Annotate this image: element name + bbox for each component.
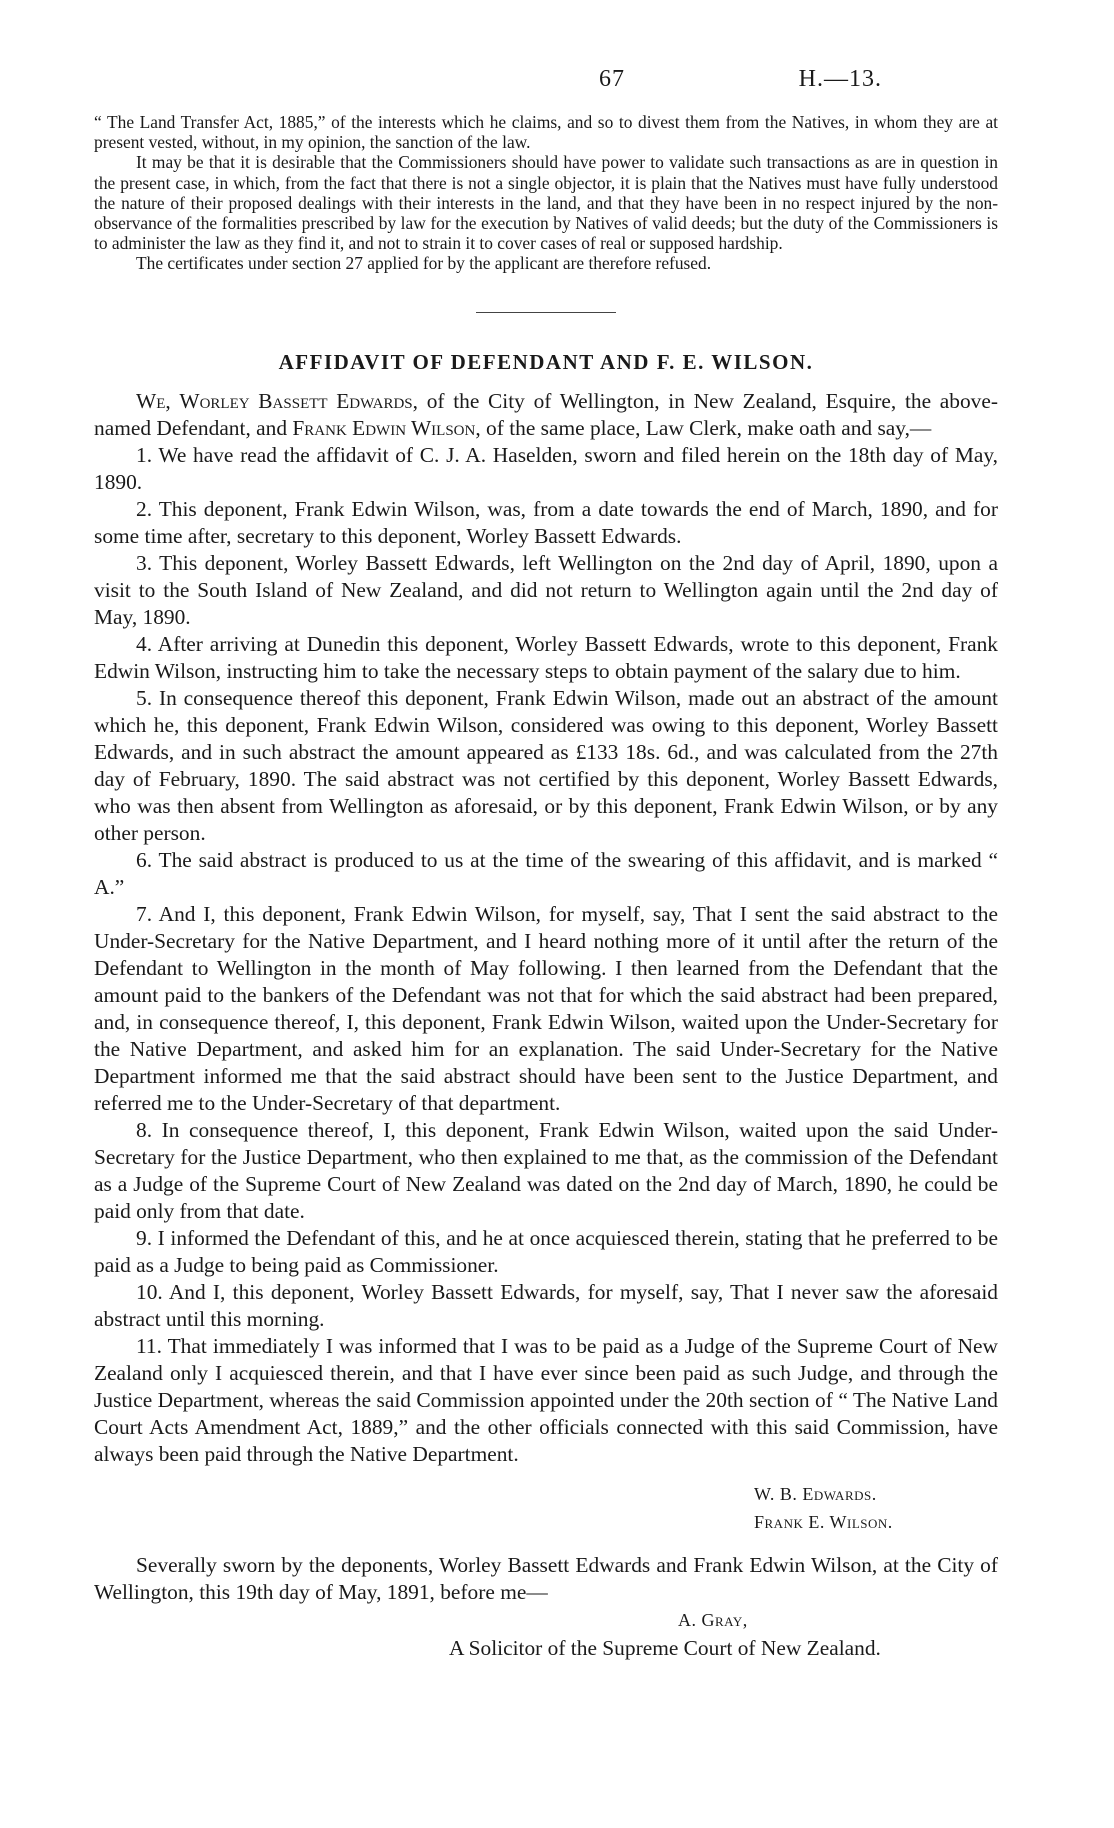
intro-text-1: of the City of Wellington, in New Zealand, Esquire, the above-named Defendant, and (94, 388, 998, 440)
affidavit-paragraph-3: 3. This deponent, Worley Bassett Edwards, left Wellington on the 2nd day of April, 1890, upon a visit to the South Island of New Zealand, and did not return to Wellington again until the 2nd day of May, 1890. (94, 550, 998, 629)
page-header (94, 0, 998, 112)
affidavit-paragraph-2: 2. This deponent, Frank Edwin Wilson, was, from a date towards the end of March, 1890, and for some time after, secretary to this deponent, Worley Bassett Edwards. (94, 496, 998, 548)
affidavit-title: AFFIDAVIT OF DEFENDANT AND F. E. WILSON. (278, 349, 814, 374)
affidavit-paragraph-4: 4. After arriving at Dunedin this deponent, Worley Bassett Edwards, wrote to this deponent, Frank Edwin Wilson, instructing him to take the necessary steps to obtain payment of the salary due to him. (94, 631, 998, 683)
intro-name-edwards: Worley Bassett Edwards, (179, 388, 418, 413)
solicitor-name: A. Gray, (678, 1609, 748, 1630)
affidavit-paragraph-6: 6. The said abstract is produced to us at the time of the swearing of this affidavit, and is marked “ A.” (94, 847, 998, 899)
signature-block (754, 1480, 998, 1536)
decision-paragraph-3: The certificates under section 27 applied for by the applicant are therefore refused. (136, 253, 712, 274)
affidavit-paragraph-9: 9. I informed the Defendant of this, and he at once acquiesced therein, stating that he preferred to be paid as a Judge to being paid as Commissioner. (94, 1225, 998, 1277)
affidavit-paragraph-10: 10. And I, this deponent, Worley Bassett Edwards, for myself, say, That I never saw the aforesaid abstract until this morning. (94, 1279, 998, 1331)
page-number: 67 (599, 66, 625, 92)
intro-text-2: of the same place, Law Clerk, make oath and say,— (480, 415, 932, 440)
affidavit-paragraph-8: 8. In consequence thereof, I, this deponent, Frank Edwin Wilson, waited upon the said Under-Secretary for the Justice Department, who then explained to me that, as the commission of the Defendant as a Judge of the Supreme Court of New Zealand was dated on the 2nd day of March, 1890, he could be paid only from that date. (94, 1117, 998, 1223)
affidavit-paragraph-1: 1. We have read the affidavit of C. J. A. Haselden, sworn and filed herein on the 18th day of May, 1890. (94, 442, 998, 494)
affidavit-intro (94, 388, 998, 442)
affidavit-paragraph-7: 7. And I, this deponent, Frank Edwin Wilson, for myself, say, That I sent the said abstract to the Under-Secretary for the Native Department, and I heard nothing more of it until after the return of the Defendant to Wellington in the month of May following. I then learned from the Defendant that the amount paid to the bankers of the Defendant was not that for which the said abstract had been prepared, and, in consequence thereof, I, this deponent, Frank Edwin Wilson, waited upon the Under-Secretary for the Native Department, and asked him for an explanation. The said Under-Secretary for the Native Department informed me that the said abstract should have been sent to the Justice Department, and referred me to the Under-Secretary of that department. (94, 901, 998, 1115)
affidavit-paragraph-11: 11. That immediately I was informed that I was to be paid as a Judge of the Supreme Court of New Zealand only I acquiesced therein, and that I have ever since been paid as such Judge, and through the Justice Department, whereas the said Commission appointed under the 20th section of “ The Native Land Court Acts Amendment Act, 1889,” and the other officials connected with this said Commission, have always been paid through the Native Department. (94, 1333, 998, 1466)
decision-paragraph-1: “ The Land Transfer Act, 1885,” of the interests which he claims, and so to divest them from the Natives, in whom they are at present vested, without, in my opinion, the sanction of the law. (94, 112, 998, 153)
affidavit-paragraph-5: 5. In consequence thereof this deponent, Frank Edwin Wilson, made out an abstract of the amount which he, this deponent, Frank Edwin Wilson, considered was owing to this deponent, Worley Bassett Edwards, and in such abstract the amount appeared as £133 18s. 6d., and was calculated from the 27th day of February, 1890. The said abstract was not certified by this deponent, Worley Bassett Edwards, who was then absent from Wellington as aforesaid, or by this deponent, Frank Edwin Wilson, or by any other person. (94, 685, 998, 845)
section-divider (476, 312, 616, 313)
solicitor-title: A Solicitor of the Supreme Court of New Zealand. (449, 1635, 881, 1660)
intro-we: We, (136, 388, 171, 413)
sworn-text: Severally sworn by the deponents, Worley Bassett Edwards and Frank Edwin Wilson, at the City of Wellington, this 19th day of May, 1891, before me— (94, 1552, 998, 1604)
document-reference: H.—13. (798, 66, 882, 92)
decision-text (94, 112, 998, 274)
decision-paragraph-2: It may be that it is desirable that the Commissioners should have power to validate such transactions as are in question in the present case, in which, from the fact that there is not a single objector, it is plain that the Natives must have fully understood the nature of their proposed dealings with their interests in the land, and that they have been in no respect injured by the non-observance of the formalities prescribed by law for the execution by Natives of valid deeds; but the duty of the Commissioners is to administer the law as they find it, and not to strain it to cover cases of real or supposed hardship. (94, 152, 998, 254)
signature-wilson: Frank E. Wilson. (754, 1511, 893, 1532)
sworn-statement (94, 1552, 998, 1662)
intro-name-wilson: Frank Edwin Wilson, (292, 415, 481, 440)
signature-edwards: W. B. Edwards. (754, 1483, 877, 1504)
affidavit-body (94, 388, 998, 1468)
